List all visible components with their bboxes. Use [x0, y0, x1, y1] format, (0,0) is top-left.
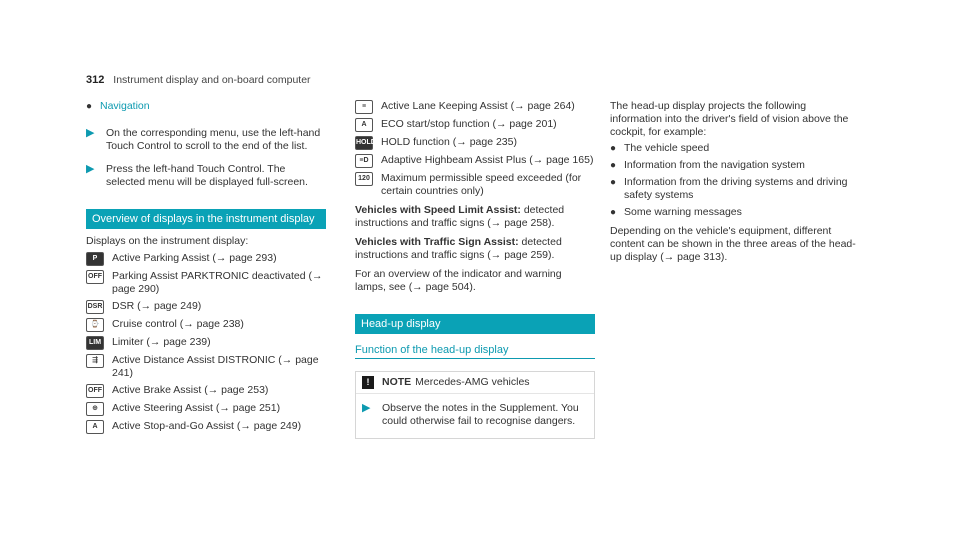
speed-limit-text: detected instructions and traffic signs (→ page 258).	[355, 204, 565, 229]
list-item	[610, 176, 860, 202]
step-text: Press the left-hand Touch Control. The selected menu will be displayed full-screen.	[106, 163, 308, 188]
nav-bullet	[86, 100, 326, 113]
indicator-row	[355, 100, 595, 114]
instruction-step	[86, 163, 326, 189]
indicator-row	[86, 354, 326, 380]
indicator-row	[86, 384, 326, 398]
section-heading: Overview of displays in the instrument display	[86, 209, 326, 229]
speed-exceeded-icon: 120	[355, 172, 373, 186]
indicator-text: Active Distance Assist DISTRONIC (→ page 241)	[112, 354, 319, 379]
parking-assist-icon: P	[86, 252, 104, 266]
bullet-dot: ●	[610, 160, 617, 171]
lane-keeping-icon: ≡	[355, 100, 373, 114]
bullet-dot: ●	[610, 143, 617, 154]
column-left	[86, 100, 326, 434]
indicator-text: Active Steering Assist (→ page 251)	[112, 402, 281, 414]
indicator-row	[86, 270, 326, 296]
highbeam-assist-icon: ≡D	[355, 154, 373, 168]
speed-limit-paragraph	[355, 204, 595, 230]
bullet-dot: ●	[610, 177, 617, 188]
indicator-row	[355, 118, 595, 132]
note-box	[355, 371, 595, 439]
column-right	[610, 100, 860, 264]
indicator-text: Active Stop-and-Go Assist (→ page 249)	[112, 420, 302, 432]
note-header	[356, 372, 594, 394]
cruise-control-icon: ⌚	[86, 318, 104, 332]
indicator-row	[86, 420, 326, 434]
list-item-text: The vehicle speed	[624, 142, 710, 154]
step-arrow-icon: ▶	[86, 127, 95, 139]
exclamation-icon: !	[362, 376, 374, 389]
indicator-row	[86, 402, 326, 416]
indicator-text: Parking Assist PARKTRONIC deactivated (→ page 290)	[112, 270, 323, 295]
instruction-step	[86, 127, 326, 153]
step-arrow-icon: ▶	[86, 163, 95, 175]
step-arrow-icon: ▶	[362, 402, 371, 414]
distronic-icon: ⇶	[86, 354, 104, 368]
list-item	[610, 206, 860, 219]
note-step-text: Observe the notes in the Supplement. You could otherwise fail to recognise dangers.	[382, 402, 579, 427]
indicator-text: Adaptive Highbeam Assist Plus (→ page 165)	[381, 154, 594, 166]
steering-assist-icon: ⊕	[86, 402, 104, 416]
list-item-text: Information from the driving systems and driving safety systems	[624, 176, 848, 201]
indicator-row	[355, 136, 595, 150]
indicator-text: Active Parking Assist (→ page 293)	[112, 252, 277, 264]
parktronic-off-icon: OFF	[86, 270, 104, 284]
dsr-icon: DSR	[86, 300, 104, 314]
indicator-text: Active Lane Keeping Assist (→ page 264)	[381, 100, 575, 112]
chapter-title: Instrument display and on-board computer	[113, 74, 311, 86]
list-item	[610, 159, 860, 172]
brake-assist-icon: OFF	[86, 384, 104, 398]
indicator-row	[86, 252, 326, 266]
indicator-text: DSR (→ page 249)	[112, 300, 202, 312]
step-text: On the corresponding menu, use the left-hand Touch Control to scroll to the end of the list.	[106, 127, 321, 152]
hud-closing: Depending on the vehicle's equipment, different content can be shown in the three areas of the head-up display (→ page 313).	[610, 225, 856, 263]
indicator-text: Limiter (→ page 239)	[112, 336, 211, 348]
indicator-text: Cruise control (→ page 238)	[112, 318, 244, 330]
eco-start-stop-icon: A	[355, 118, 373, 132]
traffic-sign-label: Vehicles with Traffic Sign Assist:	[355, 236, 519, 248]
indicator-row	[86, 300, 326, 314]
indicator-row	[355, 172, 595, 198]
traffic-sign-paragraph	[355, 236, 595, 262]
hold-icon: HOLD	[355, 136, 373, 150]
indicator-row	[355, 154, 595, 168]
hud-intro: The head-up display projects the following information into the driver's field of vision above the cockpit, for example:	[610, 100, 849, 138]
speed-limit-label: Vehicles with Speed Limit Assist:	[355, 204, 521, 216]
subheading: Function of the head-up display	[355, 344, 595, 359]
list-item-text: Information from the navigation system	[624, 159, 805, 171]
bullet-dot: ●	[86, 101, 93, 112]
page-number: 312	[86, 74, 105, 86]
column-middle	[355, 100, 595, 439]
limiter-icon: LIM	[86, 336, 104, 350]
bullet-dot: ●	[610, 207, 617, 218]
indicator-text: Active Brake Assist (→ page 253)	[112, 384, 269, 396]
overview-paragraph: For an overview of the indicator and warning lamps, see (→ page 504).	[355, 268, 562, 293]
list-item	[610, 142, 860, 155]
note-body	[356, 394, 594, 438]
list-item-text: Some warning messages	[624, 206, 742, 218]
stop-and-go-icon: A	[86, 420, 104, 434]
indicator-text: HOLD function (→ page 235)	[381, 136, 517, 148]
intro-text: Displays on the instrument display:	[86, 235, 249, 247]
page-header	[86, 74, 311, 87]
traffic-sign-text: detected instructions and traffic signs (→ page 259).	[355, 236, 562, 261]
note-label: NOTE	[382, 376, 412, 388]
navigation-link[interactable]: Navigation	[100, 100, 150, 112]
indicator-text: Maximum permissible speed exceeded (for certain countries only)	[381, 172, 582, 197]
indicator-row	[86, 318, 326, 332]
note-title: Mercedes-AMG vehicles	[415, 376, 530, 388]
indicator-text: ECO start/stop function (→ page 201)	[381, 118, 557, 130]
hud-bullet-list	[610, 142, 860, 219]
indicator-row	[86, 336, 326, 350]
section-heading: Head-up display	[355, 314, 595, 334]
